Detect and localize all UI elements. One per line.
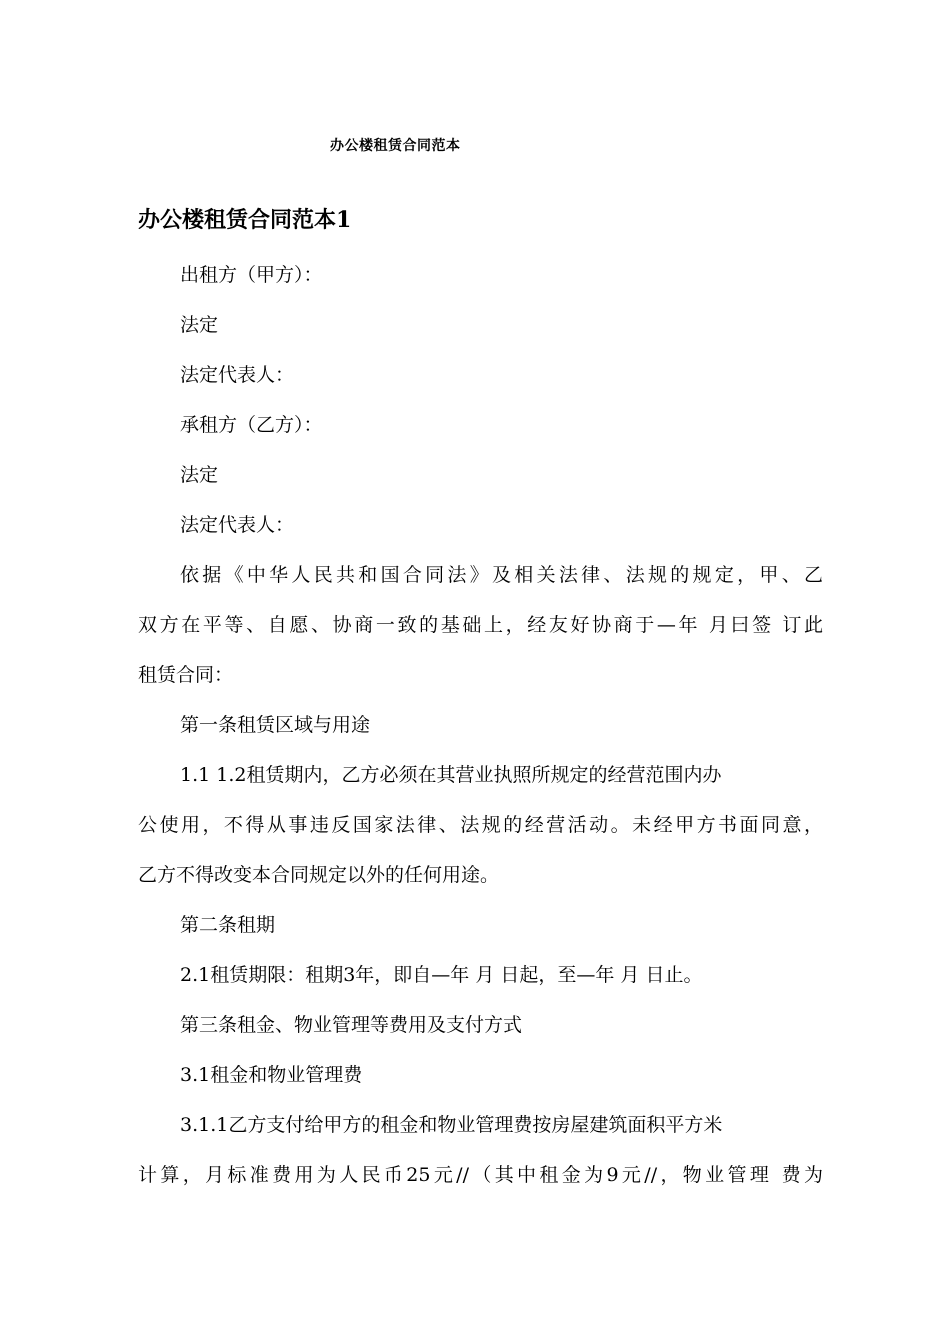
document-title: 办公楼租赁合同范本1 (138, 207, 352, 233)
clause-3-1-1-line-2: 计算，月标准费用为人民币25元//（其中租金为9元//，物业管理 费为 (138, 1164, 823, 1186)
clause-1-line-2: 公使用，不得从事违反国家法律、法规的经营活动。未经甲方书面同意， (138, 814, 823, 836)
paragraph-basis-line-2: 双方在平等、自愿、协商一致的基础上，经友好协商于—年 月曰签 订此 (138, 614, 823, 636)
clause-3-1: 3.1租金和物业管理费 (180, 1064, 363, 1086)
paragraph-lessor: 出租方（甲方）： (180, 264, 323, 286)
paragraph-basis-line-3: 租赁合同： (138, 664, 234, 686)
paragraph-lessee-representative: 法定代表人： (180, 514, 295, 536)
paragraph-lessee-legal: 法定 (180, 464, 219, 486)
running-header: 办公楼租赁合同范本 (330, 138, 461, 154)
paragraph-lessee: 承租方（乙方）： (180, 414, 323, 436)
article-2-heading: 第二条租期 (180, 914, 276, 936)
contract-body (138, 250, 823, 1200)
paragraph-lessor-legal: 法定 (180, 314, 219, 336)
clause-2-1: 2.1租赁期限：租期3年，即自—年 月 日起，至—年 月 日止。 (180, 964, 703, 986)
clause-1-line-1: 1.1 1.2租赁期内，乙方必须在其营业执照所规定的经营范围内办 (180, 764, 722, 786)
article-3-heading: 第三条租金、物业管理等费用及支付方式 (180, 1014, 523, 1036)
clause-3-1-1-line-1: 3.1.1乙方支付给甲方的租金和物业管理费按房屋建筑面积平方米 (180, 1114, 723, 1136)
paragraph-basis-line-1: 依据《中华人民共和国合同法》及相关法律、法规的规定，甲、乙 (180, 564, 823, 586)
clause-1-line-3: 乙方不得改变本合同规定以外的任何用途。 (138, 864, 500, 886)
article-1-heading: 第一条租赁区域与用途 (180, 714, 371, 736)
paragraph-lessor-representative: 法定代表人： (180, 364, 295, 386)
